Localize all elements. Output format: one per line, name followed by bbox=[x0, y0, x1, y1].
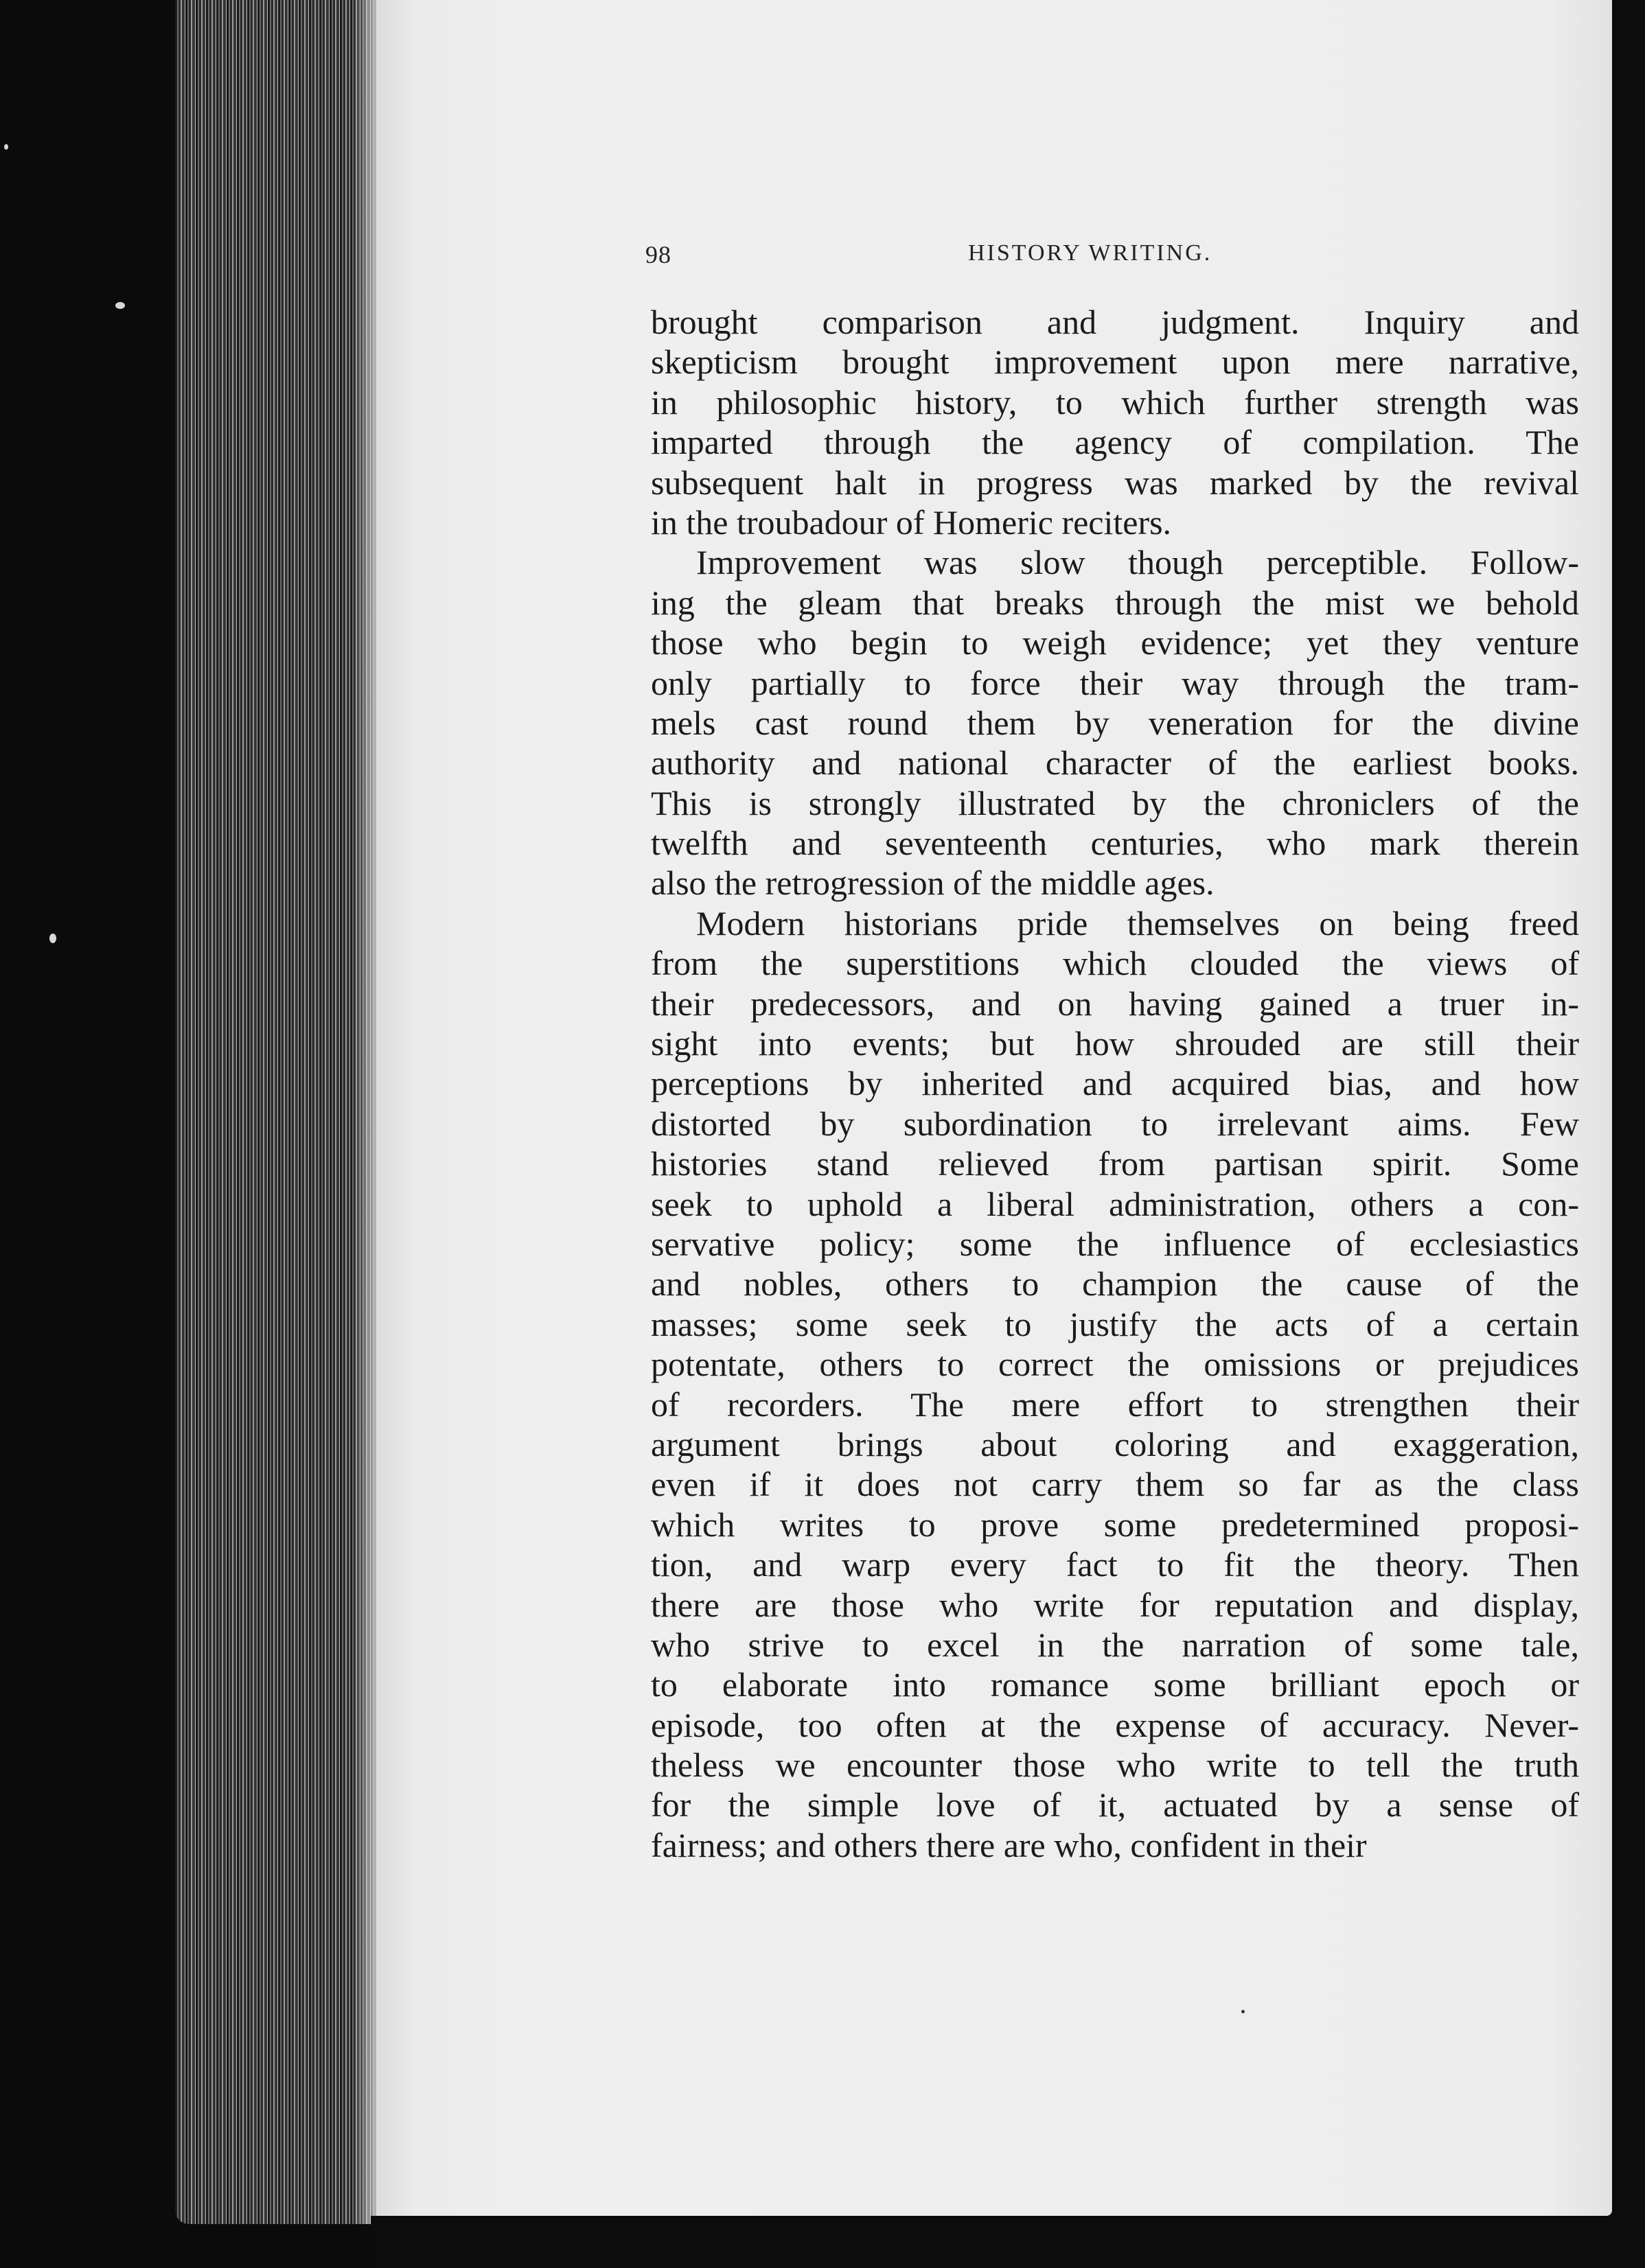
paragraph bbox=[651, 903, 1579, 1865]
text-line: also the retrogression of the middle ages. bbox=[651, 864, 1215, 903]
text-line: of recorders. The mere effort to strengthen their bbox=[651, 1385, 1579, 1424]
scan-dot bbox=[1241, 2010, 1245, 2013]
text-line: sight into events; but how shrouded are still their bbox=[651, 1024, 1579, 1063]
text-line: Improvement was slow though perceptible. Follow- bbox=[696, 543, 1579, 582]
scan-speck bbox=[49, 934, 56, 943]
text-line: argument brings about coloring and exaggeration, bbox=[651, 1424, 1579, 1463]
scan-speck bbox=[115, 302, 125, 309]
text-line: distorted by subordination to irrelevant aims. Few bbox=[651, 1104, 1579, 1143]
running-head bbox=[645, 240, 1583, 275]
text-line: in the troubadour of Homeric reciters. bbox=[651, 502, 1172, 542]
text-line: their predecessors, and on having gained a truer in- bbox=[651, 984, 1579, 1023]
text-line: Modern historians pride themselves on being freed bbox=[696, 903, 1579, 942]
text-line: servative policy; some the influence of ecclesiastics bbox=[651, 1224, 1579, 1263]
text-line: authority and national character of the earliest books. bbox=[651, 743, 1579, 783]
text-line: those who begin to weigh evidence; yet they venture bbox=[651, 623, 1579, 662]
running-head-title: HISTORY WRITING. bbox=[968, 240, 1212, 266]
book-page-edges bbox=[175, 0, 381, 2224]
text-line: imparted through the agency of compilation. The bbox=[651, 423, 1579, 462]
body-text bbox=[651, 302, 1579, 1865]
text-line: and nobles, others to champion the cause of the bbox=[651, 1264, 1579, 1304]
text-line: ing the gleam that breaks through the mist we behold bbox=[651, 583, 1579, 622]
text-line: perceptions by inherited and acquired bias, and how bbox=[651, 1064, 1579, 1103]
scan-speck bbox=[4, 144, 8, 150]
text-line: from the superstitions which clouded the views of bbox=[651, 944, 1579, 983]
text-line: there are those who write for reputation and display, bbox=[651, 1585, 1579, 1624]
text-line: in philosophic history, to which further strength was bbox=[651, 382, 1579, 421]
text-line: episode, too often at the expense of accuracy. Never- bbox=[651, 1705, 1579, 1744]
text-line: mels cast round them by veneration for the divine bbox=[651, 703, 1579, 742]
text-line: masses; some seek to justify the acts of a certain bbox=[651, 1304, 1579, 1343]
text-line: twelfth and seventeenth centuries, who mark therein bbox=[651, 824, 1579, 863]
text-line: tion, and warp every fact to fit the theory. Then bbox=[651, 1545, 1579, 1584]
text-line: who strive to excel in the narration of some tale, bbox=[651, 1625, 1579, 1664]
text-line: subsequent halt in progress was marked by the revival bbox=[651, 463, 1579, 502]
text-line: theless we encounter those who write to tell the truth bbox=[651, 1746, 1579, 1785]
text-line: This is strongly illustrated by the chroniclers of the bbox=[651, 783, 1579, 822]
text-line: skepticism brought improvement upon mere narrative, bbox=[651, 343, 1579, 382]
text-line: to elaborate into romance some brilliant epoch or bbox=[651, 1665, 1579, 1704]
page-number: 98 bbox=[645, 241, 671, 268]
text-line: only partially to force their way through the tram- bbox=[651, 663, 1579, 702]
text-line: brought comparison and judgment. Inquiry and bbox=[651, 303, 1579, 341]
text-line: for the simple love of it, actuated by a sense of bbox=[651, 1785, 1579, 1825]
text-line: fairness; and others there are who, confident in their bbox=[651, 1825, 1367, 1864]
scan-border-bottom bbox=[371, 2216, 1645, 2268]
text-line: potentate, others to correct the omissions or prejudices bbox=[651, 1345, 1579, 1384]
text-line: seek to uphold a liberal administration, others a con- bbox=[651, 1184, 1579, 1223]
scan-border-right bbox=[1612, 0, 1645, 2268]
text-line: even if it does not carry them so far as the class bbox=[651, 1465, 1579, 1504]
paragraph bbox=[651, 542, 1579, 903]
text-line: which writes to prove some predetermined proposi- bbox=[651, 1505, 1579, 1544]
paragraph bbox=[651, 302, 1579, 542]
text-line: histories stand relieved from partisan spirit. Some bbox=[651, 1144, 1579, 1183]
